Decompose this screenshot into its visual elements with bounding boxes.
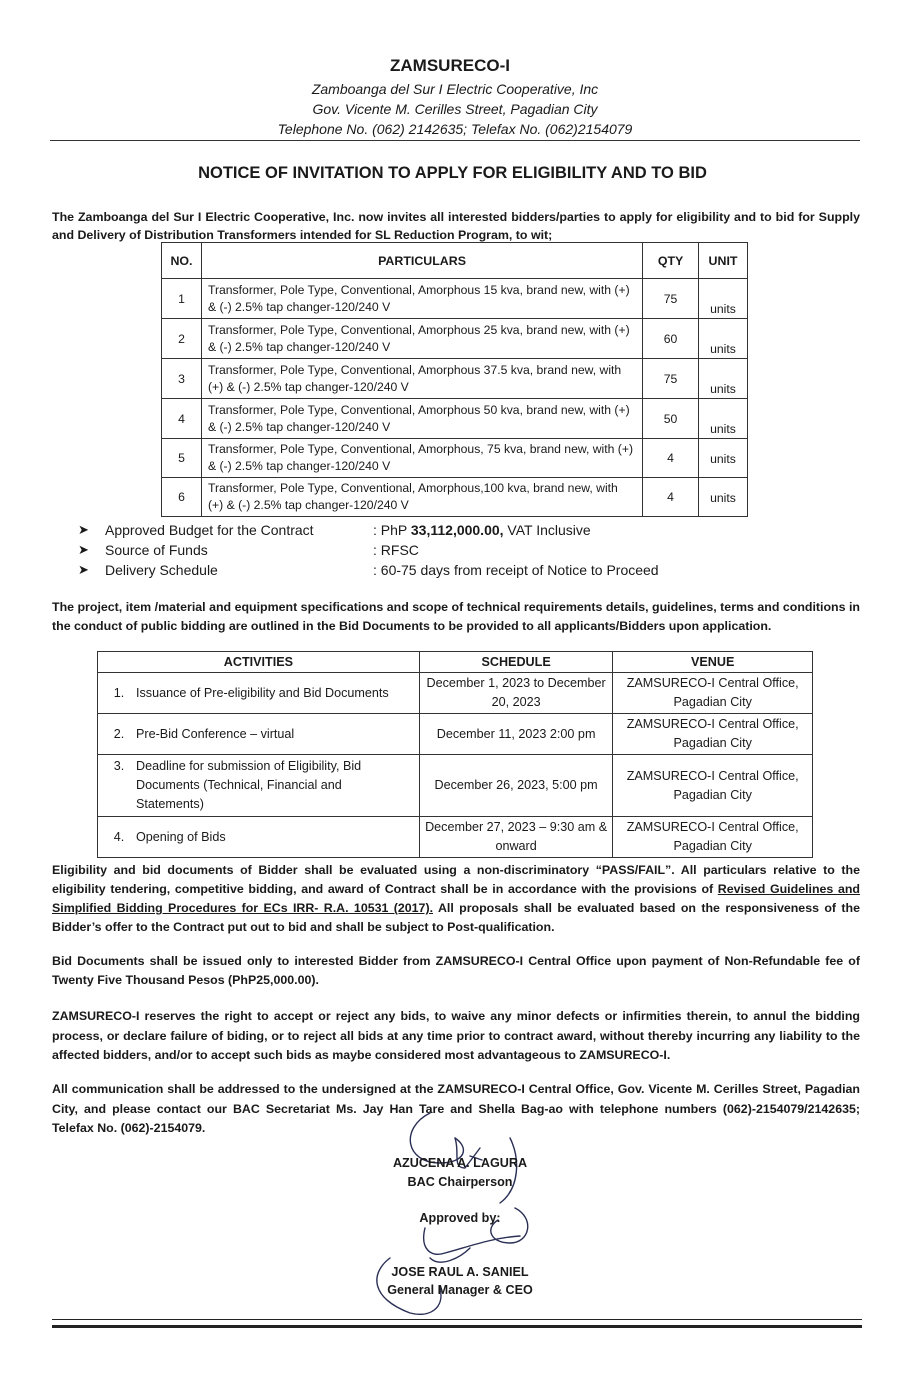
table-row	[162, 279, 748, 319]
item-unit: units	[699, 439, 748, 478]
funds-value: : RFSC	[373, 542, 419, 558]
item-qty: 60	[643, 319, 699, 359]
list-item	[78, 520, 758, 540]
table-row	[98, 714, 813, 755]
table-row	[162, 399, 748, 439]
chair-title: BAC Chairperson	[407, 1175, 513, 1189]
eligibility-text-2: All proposals shall be evaluated based on the responsiveness of the Bidder’s offer to the Contract put out to bid and shall be subject to Post-qualification.	[52, 901, 861, 934]
bid-documents-paragraph: Bid Documents shall be issued only to interested Bidder from ZAMSURECO-I Central Office upon payment of Non-Refundable fee of Twenty Five Thousand Pesos (PhP25,000.00).	[52, 954, 860, 987]
organization-name: ZAMSURECO-I	[390, 56, 510, 75]
activity-number: 2.	[113, 726, 125, 741]
item-qty: 75	[643, 359, 699, 399]
item-particulars: Transformer, Pole Type, Conventional, Amorphous 25 kva, brand new, with (+) & (-) 2.5% tap changer-120/240 V	[201, 319, 642, 359]
schedule-cell: December 1, 2023 to December 20, 2023	[419, 673, 613, 714]
item-no: 6	[162, 478, 202, 517]
footer-line-thin	[52, 1319, 862, 1320]
eligibility-paragraph	[52, 861, 860, 937]
arrow-bullet-icon: ➤	[78, 562, 89, 577]
item-qty: 4	[643, 439, 699, 478]
table-row	[98, 673, 813, 714]
items-table	[161, 242, 748, 517]
item-particulars: Transformer, Pole Type, Conventional, Amorphous 50 kva, brand new, with (+) & (-) 2.5% tap changer-120/240 V	[201, 399, 642, 439]
item-particulars: Transformer, Pole Type, Conventional, Amorphous 15 kva, brand new, with (+) & (-) 2.5% tap changer-120/240 V	[201, 279, 642, 319]
item-no: 4	[162, 399, 202, 439]
gm-name: JOSE RAUL A. SANIEL	[391, 1265, 529, 1279]
budget-label: Approved Budget for the Contract	[105, 522, 314, 538]
items-table-header	[162, 243, 748, 279]
item-particulars: Transformer, Pole Type, Conventional, Amorphous 37.5 kva, brand new, with (+) & (-) 2.5% tap changer-120/240 V	[201, 359, 642, 399]
item-particulars: Transformer, Pole Type, Conventional, Amorphous, 75 kva, brand new, with (+) & (-) 2.5% tap changer-120/240 V	[201, 439, 642, 478]
item-unit: units	[699, 279, 748, 319]
table-row	[162, 319, 748, 359]
eligibility-text-1: Eligibility and bid documents of Bidder shall be evaluated using a non-discriminatory “PASS/FAIL”. All particulars relative to the eligibility tendering, competitive bidding, and award of Contract shall be in accordance with the provisions of	[52, 863, 860, 896]
organization-phone: Telephone No. (062) 2142635; Telefax No. (062)2154079	[277, 121, 633, 137]
activity-cell	[98, 817, 420, 858]
contract-details-list	[78, 520, 758, 580]
header-schedule: SCHEDULE	[419, 652, 613, 673]
delivery-value: : 60-75 days from receipt of Notice to Proceed	[373, 562, 659, 578]
list-item	[78, 560, 758, 580]
activity-text: Pre-Bid Conference – virtual	[136, 726, 295, 741]
organization-full-name: Zamboanga del Sur I Electric Cooperative, Inc	[311, 81, 599, 97]
item-unit: units	[699, 478, 748, 517]
organization-address: Gov. Vicente M. Cerilles Street, Pagadian City	[312, 101, 598, 117]
table-row	[162, 439, 748, 478]
item-unit: units	[699, 359, 748, 399]
item-particulars: Transformer, Pole Type, Conventional, Amorphous,100 kva, brand new, with (+) & (-) 2.5% tap changer-120/240 V	[201, 478, 642, 517]
delivery-label: Delivery Schedule	[105, 562, 218, 578]
budget-suffix: VAT Inclusive	[503, 522, 591, 538]
intro-paragraph: The Zamboanga del Sur I Electric Cooperative, Inc. now invites all interested bidders/parties to apply for eligibility and to bid for Supply and Delivery of Distribution Transformers intended for SL Reduction Program, to wit;	[52, 210, 860, 242]
arrow-bullet-icon: ➤	[78, 542, 89, 557]
item-qty: 50	[643, 399, 699, 439]
guidelines-reference: Revised Guidelines and Simplified Bidding Procedures for ECs IRR- R.A. 10531 (2017).	[52, 882, 860, 915]
table-row	[162, 359, 748, 399]
chair-name: AZUCENA A. LAGURA	[392, 1156, 528, 1170]
header-particulars: PARTICULARS	[201, 243, 642, 279]
header-divider	[50, 140, 860, 141]
schedule-cell: December 26, 2023, 5:00 pm	[419, 755, 613, 817]
header-unit: UNIT	[699, 243, 748, 279]
activity-cell	[98, 755, 420, 817]
communication-paragraph: All communication shall be addressed to the undersigned at the ZAMSURECO-I Central Office, Gov. Vicente M. Cerilles Street, Pagadian City, and please contact our BAC Secretariat Ms. Jay Han Tare and Shella Bag-ao with telephone numbers (062)-2154079/2142635; Telefax No. (062)-2154079.	[52, 1082, 860, 1135]
project-paragraph: The project, item /material and equipment specifications and scope of technical requirements details, guidelines, terms and conditions in the conduct of public bidding are outlined in the Bid Documents to be provided to all applicants/Bidders upon application.	[52, 600, 860, 633]
activity-text: Opening of Bids	[136, 829, 226, 844]
activities-table-header	[98, 652, 813, 673]
budget-value	[373, 520, 591, 540]
item-no: 5	[162, 439, 202, 478]
chair-bracket	[500, 1138, 517, 1203]
schedule-cell: December 27, 2023 – 9:30 am & onward	[419, 817, 613, 858]
header-no: NO.	[162, 243, 202, 279]
activity-cell	[98, 714, 420, 755]
venue-cell: ZAMSURECO-I Central Office, Pagadian City	[613, 673, 813, 714]
schedule-cell: December 11, 2023 2:00 pm	[419, 714, 613, 755]
activity-number: 4.	[113, 829, 125, 844]
item-no: 1	[162, 279, 202, 319]
reservation-paragraph: ZAMSURECO-I reserves the right to accept or reject any bids, to waive any minor defects or infirmities therein, to annul the bidding process, or declare failure of biding, or to reject all bids at any time prior to contract award, without thereby incurring any liability to the affected bidders, and/or to accept such bids as maybe considered most advantageous to ZAMSURECO-I.	[52, 1009, 860, 1062]
venue-cell: ZAMSURECO-I Central Office, Pagadian City	[613, 714, 813, 755]
gm-signature-stroke	[424, 1228, 520, 1262]
item-no: 2	[162, 319, 202, 359]
item-unit: units	[699, 399, 748, 439]
approved-by-label: Approved by:	[419, 1211, 501, 1225]
item-qty: 75	[643, 279, 699, 319]
activity-text: Deadline for submission of Eligibility, Bid Documents (Technical, Financial and Statements)	[136, 759, 362, 811]
item-no: 3	[162, 359, 202, 399]
funds-label: Source of Funds	[105, 542, 208, 558]
header-qty: QTY	[643, 243, 699, 279]
footer-line-thick	[52, 1325, 862, 1328]
activity-text: Issuance of Pre-eligibility and Bid Documents	[136, 685, 389, 700]
table-row	[162, 478, 748, 517]
budget-amount: 33,112,000.00,	[410, 522, 504, 538]
arrow-bullet-icon: ➤	[78, 522, 89, 537]
header-activities: ACTIVITIES	[98, 652, 420, 673]
item-unit: units	[699, 319, 748, 359]
activity-cell	[98, 673, 420, 714]
item-qty: 4	[643, 478, 699, 517]
table-row	[98, 817, 813, 858]
activity-number: 1.	[113, 685, 125, 700]
gm-title: General Manager & CEO	[387, 1283, 533, 1297]
venue-cell: ZAMSURECO-I Central Office, Pagadian City	[613, 817, 813, 858]
table-row	[98, 755, 813, 817]
notice-title: NOTICE OF INVITATION TO APPLY FOR ELIGIBILITY AND TO BID	[198, 164, 707, 182]
activities-table	[97, 651, 813, 858]
budget-prefix: : PhP	[373, 522, 411, 538]
venue-cell: ZAMSURECO-I Central Office, Pagadian City	[613, 755, 813, 817]
list-item	[78, 540, 758, 560]
header-venue: VENUE	[613, 652, 813, 673]
activity-number: 3.	[113, 759, 125, 773]
